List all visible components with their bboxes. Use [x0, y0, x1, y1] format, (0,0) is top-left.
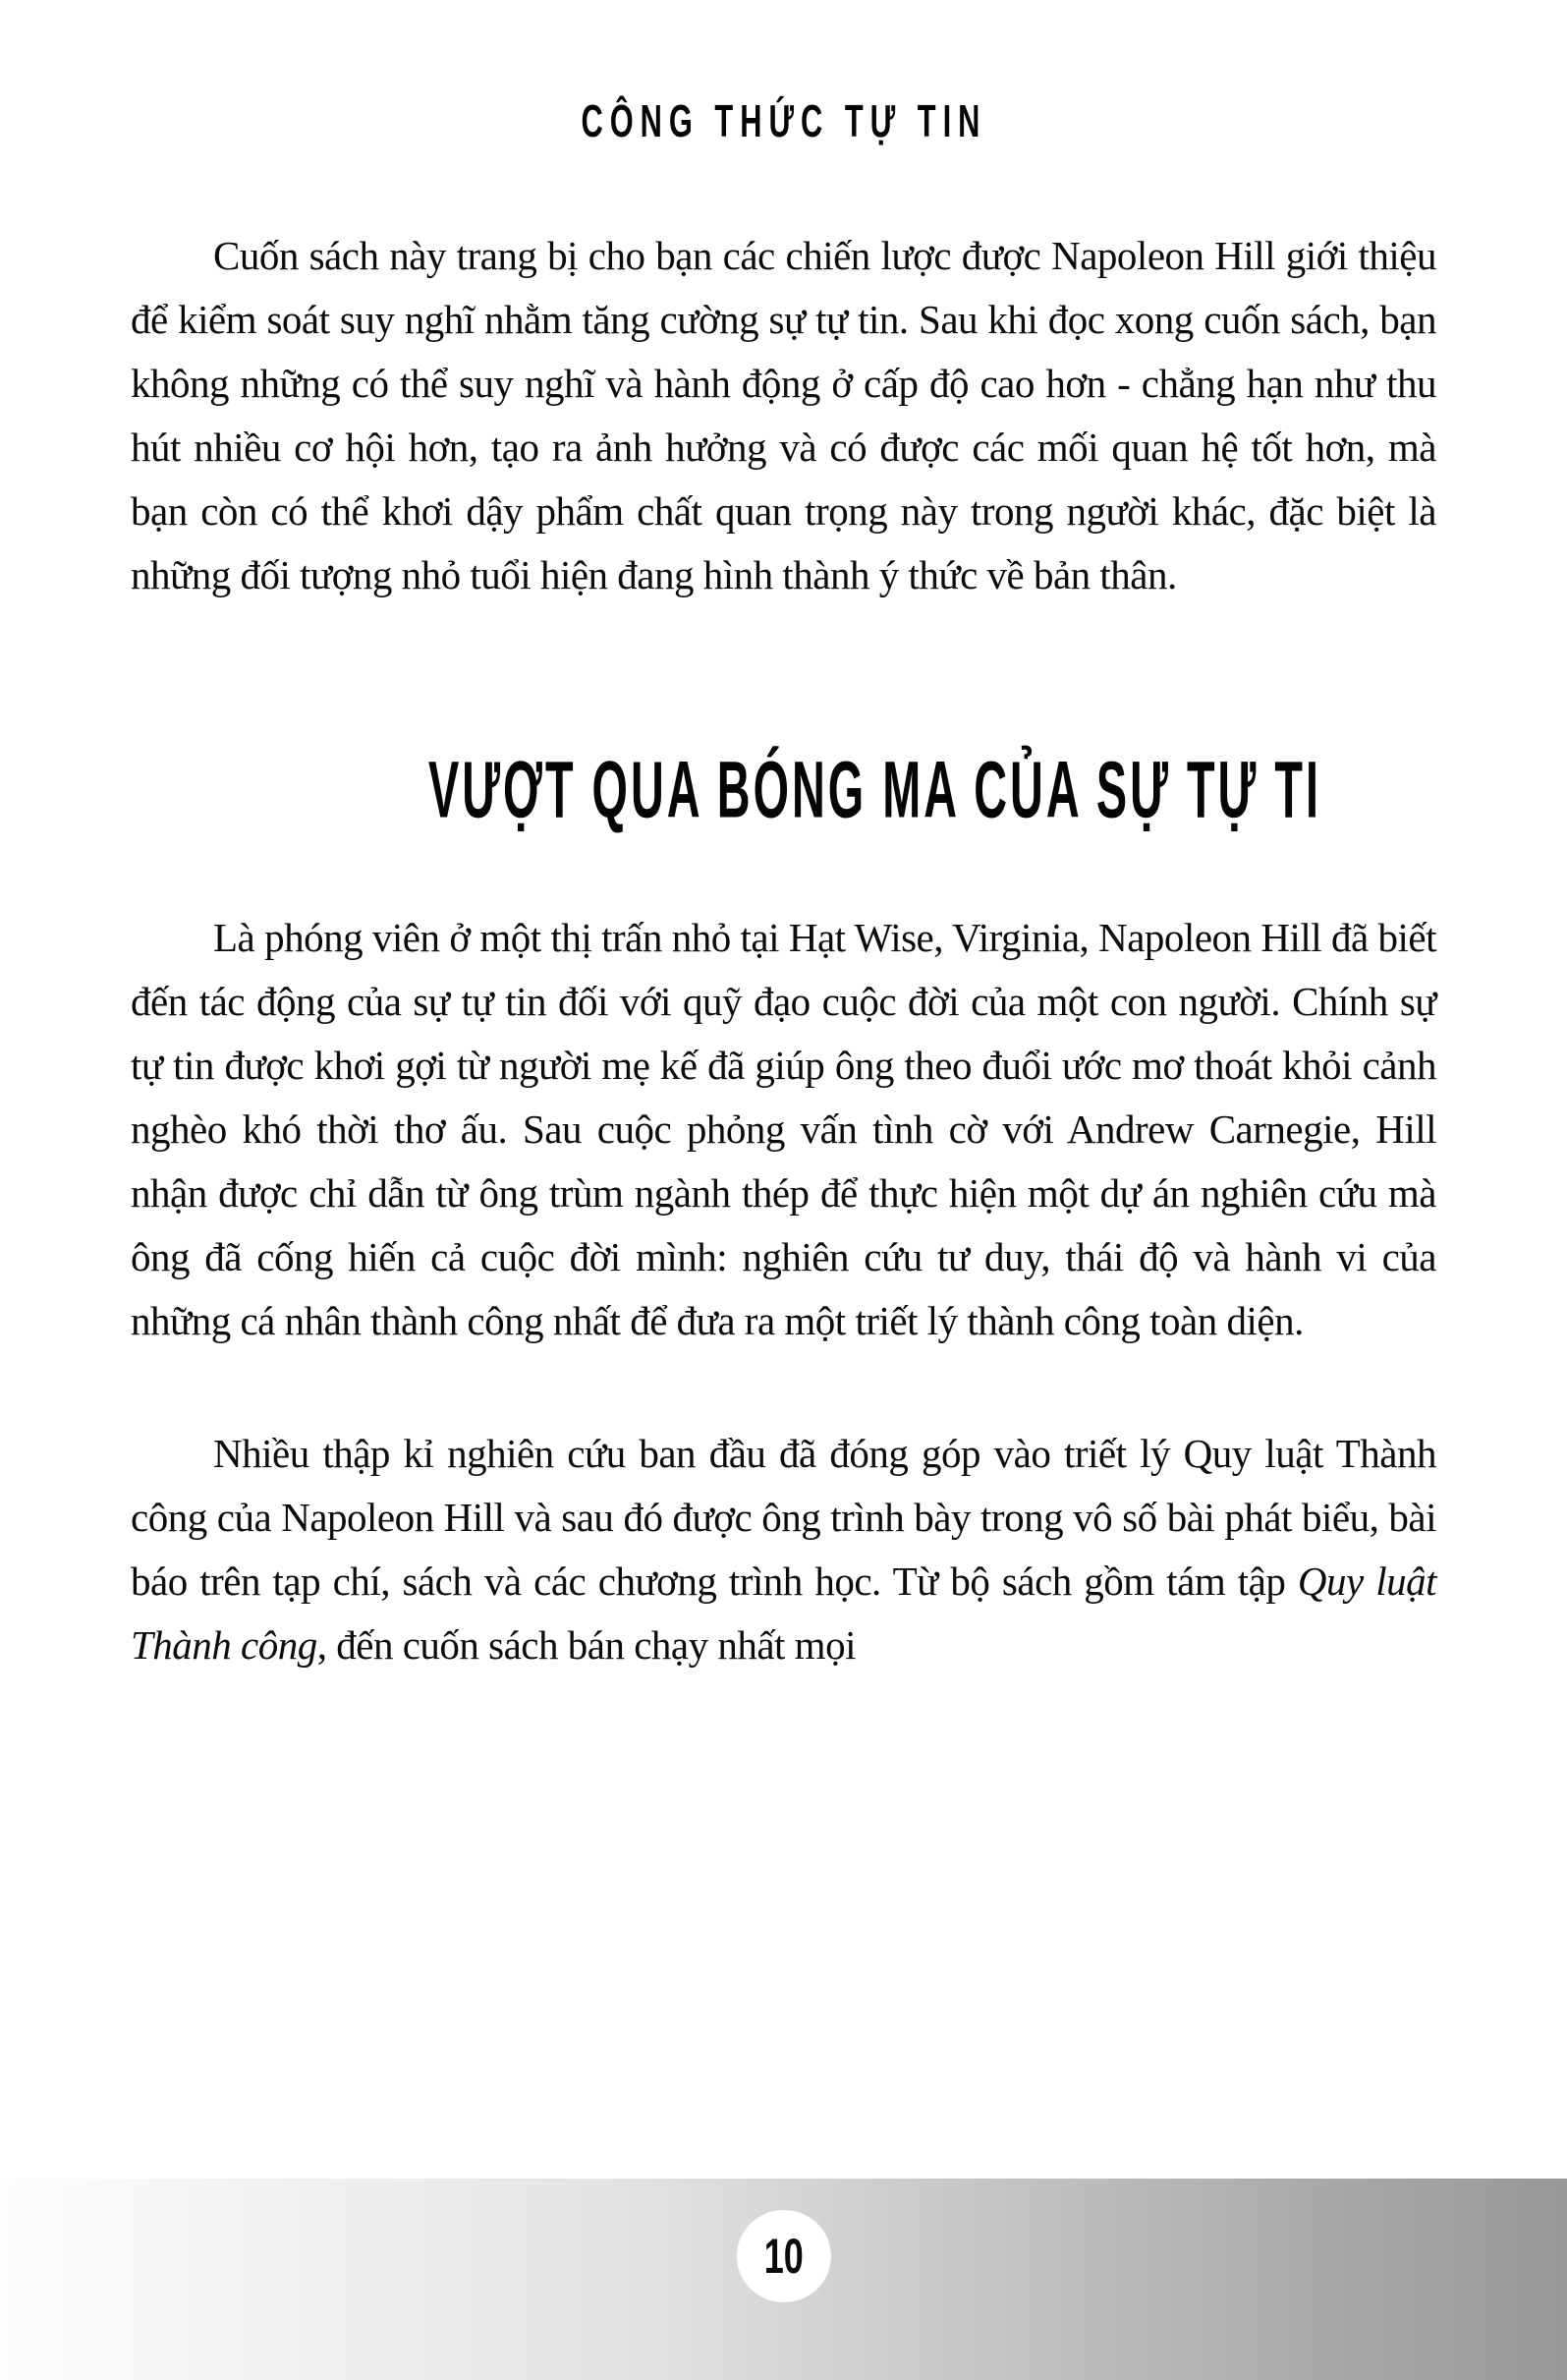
- paragraph-3: [131, 1422, 1436, 1677]
- running-head: [0, 96, 1567, 145]
- paragraph-2: Là phóng viên ở một thị trấn nhỏ tại Hạt Wise, Virginia, Napoleon Hill đã biết đến tác động của sự tự tin đối với quỹ đạo cuộc đời của một con người. Chính sự tự tin được khơi gợi từ người mẹ kế đã giúp ông theo đuổi ước mơ thoát khỏi cảnh nghèo khó thời thơ ấu. Sau cuộc phỏng vấn tình cờ với Andrew Carnegie, Hill nhận được chỉ dẫn từ ông trùm ngành thép để thực hiện một dự án nghiên cứu mà ông đã cống hiến cả cuộc đời mình: nghiên cứu tư duy, thái độ và hành vi của những cá nhân thành công nhất để đưa ra một triết lý thành công toàn diện.: [131, 915, 1436, 1343]
- section-heading: [131, 743, 1436, 835]
- paragraph-3-text-after: , đến cuốn sách bán chạy nhất mọi: [316, 1622, 856, 1668]
- paragraph-1: Cuốn sách này trang bị cho bạn các chiến lược được Napoleon Hill giới thiệu để kiểm soát suy nghĩ nhằm tăng cường sự tự tin. Sau khi đọc xong cuốn sách, bạn không những có thể suy nghĩ và hành động ở cấp độ cao hơn - chẳng hạn như thu hút nhiều cơ hội hơn, tạo ra ảnh hưởng và có được các mối quan hệ tốt hơn, mà bạn còn có thể khơi dậy phẩm chất quan trọng này trong người khác, đặc biệt là những đối tượng nhỏ tuổi hiện đang hình thành ý thức về bản thân.: [131, 233, 1436, 597]
- paragraph-3-text: Nhiều thập kỉ nghiên cứu ban đầu đã đóng góp vào triết lý Quy luật Thành công của Napoleon Hill và sau đó được ông trình bày trong vô số bài phát biểu, bài báo trên tạp chí, sách và các chương trình học. Từ bộ sách gồm tám tập: [131, 1431, 1436, 1604]
- page-content: [131, 224, 1436, 1677]
- page-number: 10: [763, 2229, 804, 2284]
- paragraph-3-book-title: Quy luật Thành công: [131, 1558, 1436, 1668]
- page-number-badge: [737, 2210, 831, 2302]
- section-heading-text: VƯỢT QUA BÓNG MA CỦA SỰ TỰ TI: [427, 744, 1321, 835]
- running-head-title: CÔNG THỨC TỰ TIN: [581, 96, 986, 147]
- footer-gradient-bar: [0, 2179, 1567, 2380]
